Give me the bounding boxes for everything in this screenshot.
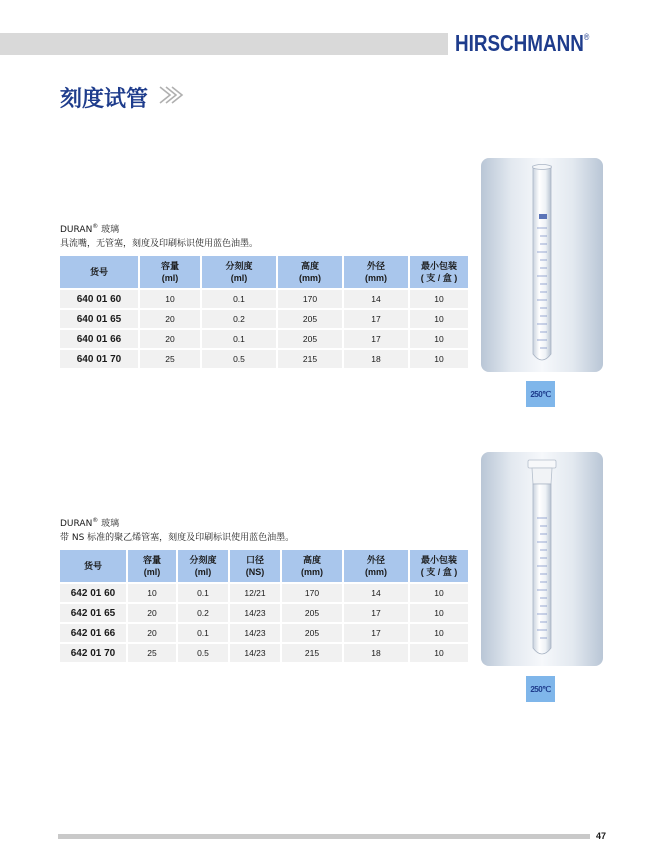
section-2-description: 带 NS 标准的聚乙烯管塞，刻度及印刷标识使用蓝色油墨。 (60, 533, 295, 543)
min-pack: 10 (410, 602, 468, 622)
min-pack: 10 (410, 288, 468, 308)
brand-mark: ® (583, 32, 590, 42)
table-row (60, 288, 468, 308)
footer-bar (58, 834, 590, 839)
part-number: 640 01 70 (60, 348, 140, 368)
table-row (60, 582, 468, 602)
table-header-row (60, 550, 468, 582)
graduation: 0.1 (178, 622, 230, 642)
height: 215 (278, 348, 344, 368)
capacity: 20 (128, 622, 178, 642)
spec-table-2 (60, 550, 468, 662)
part-number: 640 01 60 (60, 288, 140, 308)
graduation: 0.2 (202, 308, 278, 328)
part-number: 642 01 66 (60, 622, 128, 642)
outer-diameter: 14 (344, 582, 410, 602)
column-header: 货号 (60, 550, 128, 582)
part-number: 642 01 65 (60, 602, 128, 622)
table-row (60, 642, 468, 662)
graduation: 0.5 (178, 642, 230, 662)
joint-size: 12/21 (230, 582, 282, 602)
min-pack: 10 (410, 622, 468, 642)
min-pack: 10 (410, 308, 468, 328)
graduation: 0.5 (202, 348, 278, 368)
temperature-badge: 250℃ (526, 381, 555, 407)
part-number: 640 01 65 (60, 308, 140, 328)
height: 215 (282, 642, 344, 662)
section-1-description: 具流嘴，无管塞，刻度及印刷标识使用蓝色油墨。 (60, 239, 259, 249)
capacity: 20 (128, 602, 178, 622)
height: 170 (282, 582, 344, 602)
outer-diameter: 17 (344, 622, 410, 642)
section-2-material: DURAN® 玻璃 (60, 517, 120, 529)
table-row (60, 308, 468, 328)
graduation: 0.1 (178, 582, 230, 602)
product-photo-1 (481, 158, 603, 372)
part-number: 642 01 70 (60, 642, 128, 662)
column-header: 最小包装 ( 支 / 盒 ) (410, 550, 468, 582)
capacity: 20 (140, 308, 202, 328)
min-pack: 10 (410, 642, 468, 662)
table-row (60, 328, 468, 348)
column-header: 外径 (mm) (344, 256, 410, 288)
test-tube-image (481, 158, 603, 372)
column-header: 外径 (mm) (344, 550, 410, 582)
column-header: 分刻度 (ml) (202, 256, 278, 288)
header-bar (0, 33, 448, 55)
joint-size: 14/23 (230, 602, 282, 622)
capacity: 10 (140, 288, 202, 308)
height: 205 (278, 328, 344, 348)
min-pack: 10 (410, 582, 468, 602)
brand-name: HIRSCHMANN (455, 30, 584, 56)
joint-size: 14/23 (230, 622, 282, 642)
graduation: 0.2 (178, 602, 230, 622)
column-header: 口径 (NS) (230, 550, 282, 582)
stoppered-test-tube-image (481, 452, 603, 666)
page-number: 47 (596, 831, 607, 841)
section-2-caption (60, 514, 294, 545)
double-chevron-icon (158, 84, 188, 106)
height: 205 (278, 308, 344, 328)
outer-diameter: 17 (344, 328, 410, 348)
column-header: 高度 (mm) (282, 550, 344, 582)
column-header: 货号 (60, 256, 140, 288)
table-row (60, 602, 468, 622)
table-row (60, 348, 468, 368)
part-number: 642 01 60 (60, 582, 128, 602)
temperature-badge: 250℃ (526, 676, 555, 702)
column-header: 容量 (ml) (140, 256, 202, 288)
page-title: 刻度试管 (60, 87, 149, 112)
column-header: 最小包装 ( 支 / 盒 ) (410, 256, 468, 288)
section-1-caption (60, 220, 258, 251)
graduation: 0.1 (202, 328, 278, 348)
column-header: 高度 (mm) (278, 256, 344, 288)
outer-diameter: 17 (344, 602, 410, 622)
outer-diameter: 18 (344, 348, 410, 368)
product-photo-2 (481, 452, 603, 666)
capacity: 25 (140, 348, 202, 368)
outer-diameter: 14 (344, 288, 410, 308)
capacity: 10 (128, 582, 178, 602)
min-pack: 10 (410, 348, 468, 368)
outer-diameter: 18 (344, 642, 410, 662)
joint-size: 14/23 (230, 642, 282, 662)
min-pack: 10 (410, 328, 468, 348)
section-1-material: DURAN® 玻璃 (60, 223, 120, 235)
spec-table-1 (60, 256, 468, 368)
column-header: 分刻度 (ml) (178, 550, 230, 582)
graduation: 0.1 (202, 288, 278, 308)
capacity: 20 (140, 328, 202, 348)
height: 205 (282, 602, 344, 622)
height: 205 (282, 622, 344, 642)
outer-diameter: 17 (344, 308, 410, 328)
capacity: 25 (128, 642, 178, 662)
table-header-row (60, 256, 468, 288)
brand-logo (455, 30, 589, 57)
column-header: 容量 (ml) (128, 550, 178, 582)
table-row (60, 622, 468, 642)
part-number: 640 01 66 (60, 328, 140, 348)
height: 170 (278, 288, 344, 308)
